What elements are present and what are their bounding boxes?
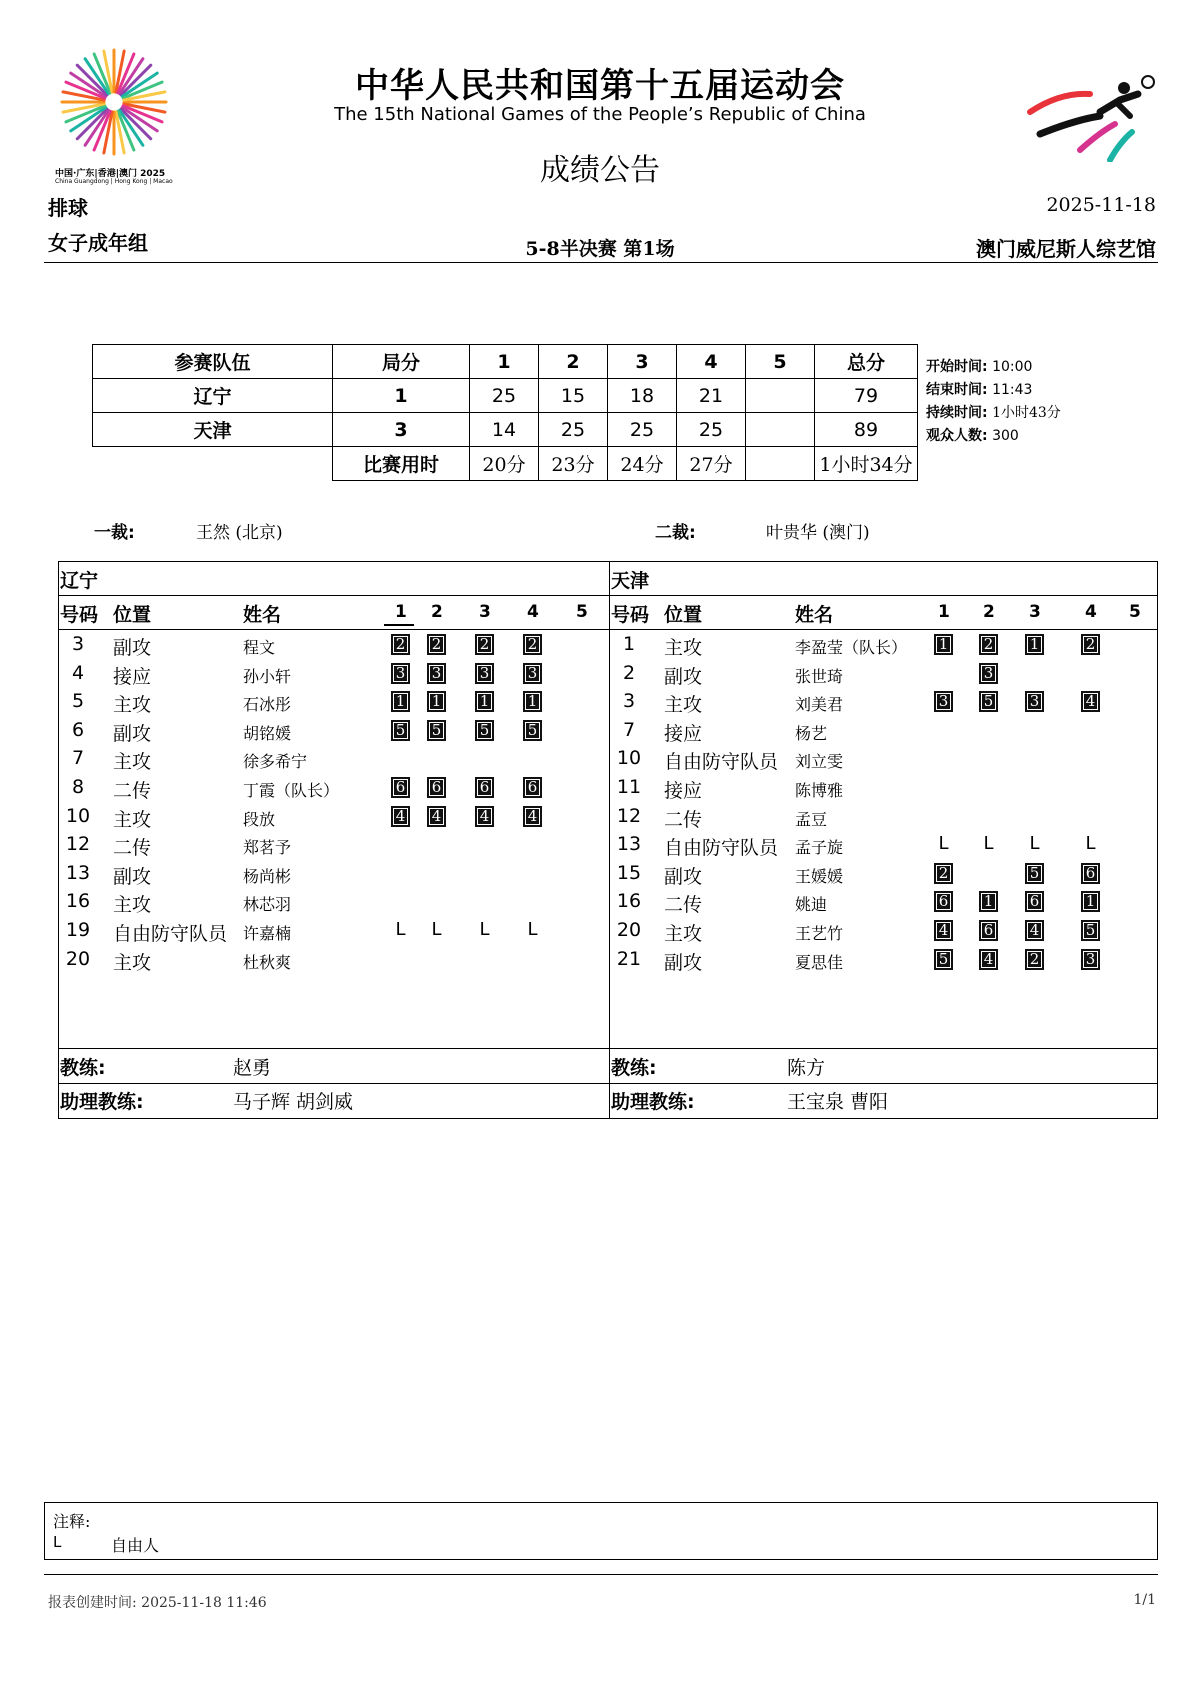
starting-position-box: 3 [391, 663, 410, 684]
starting-position-box: 5 [523, 720, 542, 741]
score-header-row [93, 345, 918, 379]
notes-value: 自由人 [111, 1536, 160, 1555]
start-time-label: 开始时间: [926, 359, 988, 375]
starting-position-box: 2 [427, 634, 446, 655]
starting-position-box: 6 [391, 777, 410, 798]
col-header-set: 1 [938, 602, 950, 622]
score-row [93, 413, 918, 447]
player-position: 二传 [664, 808, 703, 831]
team-roster-liaoning [58, 561, 609, 1119]
player-number: 8 [71, 776, 85, 798]
created-time: 报表创建时间: 2025-11-18 11:46 [48, 1595, 267, 1611]
starting-position-box: 2 [391, 634, 410, 655]
starting-position-box: 3 [979, 663, 998, 684]
starting-position-box: 6 [427, 777, 446, 798]
second-referee-label: 二裁: [655, 523, 696, 543]
duration-row [93, 447, 918, 481]
player-position: 副攻 [664, 665, 703, 688]
player-name: 杨尚彬 [243, 866, 292, 886]
set-score: 25 [677, 413, 746, 447]
notes-key: L [53, 1533, 62, 1551]
player-name: 刘立雯 [795, 752, 844, 772]
header-divider [44, 262, 1158, 263]
libero-marker: L [1029, 833, 1040, 855]
player-position: 主攻 [113, 808, 152, 831]
starting-position-box: 5 [979, 691, 998, 712]
player-number: 19 [65, 919, 91, 941]
starting-position-box: 4 [427, 806, 446, 827]
player-number: 10 [65, 804, 91, 827]
duration-label: 比赛用时 [333, 447, 470, 481]
end-time: 11:43 [992, 382, 1033, 398]
player-position: 接应 [664, 722, 703, 745]
starting-position-box: 1 [523, 691, 542, 712]
set-score: 14 [470, 413, 539, 447]
player-position: 主攻 [113, 751, 152, 774]
empty-cell [93, 447, 333, 481]
col-header-set: 3 [1029, 602, 1041, 622]
starting-position-box: 6 [934, 891, 953, 912]
starting-position-box: 2 [979, 634, 998, 655]
player-name: 王艺竹 [795, 924, 844, 943]
match-duration: 1小时43分 [992, 405, 1061, 421]
team-name: 辽宁 [93, 379, 333, 413]
starting-position-box: 2 [523, 634, 542, 655]
player-number: 11 [616, 776, 642, 798]
starting-position-box: 2 [1025, 949, 1044, 970]
libero-marker: L [431, 919, 442, 940]
set-score: 25 [608, 413, 677, 447]
player-number: 15 [616, 861, 642, 884]
set-score: 25 [539, 413, 608, 447]
doc-title: 成绩公告 [540, 153, 660, 188]
coach-label: 教练: [60, 1057, 106, 1079]
starting-position-box: 4 [523, 806, 542, 827]
set-score [746, 413, 815, 447]
first-referee: 王然 (北京) [196, 523, 283, 543]
player-name: 刘美君 [795, 695, 844, 715]
page-number: 1/1 [1133, 1592, 1156, 1608]
notes-title: 注释: [53, 1512, 91, 1531]
assistant-coaches: 马子辉 胡剑威 [233, 1091, 354, 1113]
libero-marker: L [527, 919, 538, 940]
starting-position-box: 3 [1025, 691, 1044, 712]
col-header-pos: 位置 [113, 604, 152, 626]
col-header-no: 号码 [60, 604, 99, 626]
player-number: 13 [616, 833, 642, 856]
starting-position-box: 1 [979, 891, 998, 912]
assistant-coach-label: 助理教练: [60, 1091, 144, 1113]
first-referee-label: 一裁: [94, 523, 135, 543]
player-number: 2 [622, 661, 636, 684]
player-number: 5 [71, 690, 85, 713]
player-number: 20 [65, 947, 91, 970]
volleyball-pictogram [1020, 72, 1158, 162]
starting-position-box: 5 [1025, 863, 1044, 884]
score-table [92, 344, 918, 481]
match-info [926, 356, 1061, 448]
player-name: 夏思佳 [795, 952, 844, 972]
libero-marker: L [395, 919, 406, 940]
sets-won: 1 [333, 379, 470, 413]
player-position: 副攻 [113, 637, 152, 659]
player-position: 主攻 [664, 694, 703, 717]
player-position: 自由防守队员 [113, 923, 228, 945]
col-header-name: 姓名 [243, 604, 282, 626]
col-header-set: 4 [1085, 602, 1097, 622]
player-position: 接应 [113, 665, 152, 688]
header-set-1: 1 [470, 345, 539, 379]
category: 女子成年组 [48, 231, 148, 255]
player-position: 副攻 [664, 865, 703, 888]
starting-position-box: 1 [934, 634, 953, 655]
player-name: 林芯羽 [243, 895, 292, 915]
player-name: 许嘉楠 [243, 924, 292, 943]
start-time: 10:00 [992, 359, 1033, 375]
player-position: 主攻 [113, 951, 152, 974]
set-duration [746, 447, 815, 481]
player-number: 7 [622, 718, 636, 741]
player-position: 主攻 [664, 637, 703, 659]
player-name: 胡铭媛 [243, 723, 292, 743]
set-duration: 27分 [677, 447, 746, 481]
player-name: 徐多希宁 [243, 752, 308, 772]
header-set-4: 4 [677, 345, 746, 379]
player-name: 王媛媛 [795, 866, 844, 886]
header-total: 总分 [815, 345, 918, 379]
col-header-set: 5 [576, 602, 588, 622]
col-header-set: 3 [479, 602, 491, 622]
player-position: 接应 [664, 780, 703, 802]
starting-position-box: 5 [427, 720, 446, 741]
libero-marker: L [479, 919, 490, 940]
footer-divider [44, 1574, 1158, 1575]
end-time-label: 结束时间: [926, 382, 988, 398]
player-number: 13 [65, 861, 91, 884]
starting-position-box: 6 [979, 920, 998, 941]
libero-marker: L [983, 833, 994, 855]
player-name: 丁霞（队长） [243, 781, 340, 800]
player-name: 张世琦 [795, 666, 844, 686]
player-number: 3 [71, 633, 85, 655]
player-position: 二传 [664, 894, 703, 917]
libero-marker: L [1085, 833, 1096, 855]
spectators-label: 观众人数: [926, 428, 988, 444]
player-name: 郑茗予 [243, 838, 292, 858]
starting-position-box: 3 [523, 663, 542, 684]
player-number: 12 [616, 804, 642, 827]
col-header-set: 2 [983, 602, 995, 622]
starting-position-box: 2 [934, 863, 953, 884]
starting-position-box: 5 [934, 949, 953, 970]
starting-position-box: 6 [523, 777, 542, 798]
venue: 澳门威尼斯人综艺馆 [976, 237, 1156, 261]
logo-caption-en: China Guangdong | Hong Kong | Macao [55, 178, 173, 185]
player-number: 3 [622, 690, 636, 713]
col-header-no: 号码 [611, 604, 650, 626]
player-name: 孟豆 [795, 809, 828, 829]
team-name: 天津 [611, 570, 650, 592]
starting-position-box: 1 [1081, 891, 1100, 912]
header-set-5: 5 [746, 345, 815, 379]
starting-position-box: 4 [979, 949, 998, 970]
player-number: 6 [71, 718, 85, 741]
coach-name: 陈方 [787, 1057, 826, 1079]
player-name: 杨艺 [795, 723, 828, 743]
starting-position-box: 3 [427, 663, 446, 684]
starting-position-box: 4 [1025, 920, 1044, 941]
header-set-2: 2 [539, 345, 608, 379]
set-duration: 23分 [539, 447, 608, 481]
starting-position-box: 2 [1081, 634, 1100, 655]
header-team: 参赛队伍 [93, 345, 333, 379]
player-number: 12 [65, 833, 91, 856]
starting-position-box: 6 [1081, 863, 1100, 884]
starting-position-box: 4 [475, 806, 494, 827]
team-roster-tianjin [609, 561, 1158, 1119]
player-number: 10 [616, 747, 642, 770]
set-score: 21 [677, 379, 746, 413]
starting-position-box: 1 [1025, 634, 1044, 655]
starting-position-box: 5 [475, 720, 494, 741]
games-title-cn: 中华人民共和国第十五届运动会 [355, 66, 845, 106]
set-score: 25 [470, 379, 539, 413]
match-phase: 5-8半决赛 第1场 [525, 238, 675, 260]
assistant-coaches: 王宝泉 曹阳 [787, 1091, 889, 1113]
starting-position-box: 3 [1081, 949, 1100, 970]
second-referee: 叶贵华 (澳门) [766, 523, 870, 543]
player-name: 李盈莹（队长） [795, 638, 908, 657]
player-number: 16 [65, 890, 91, 913]
player-number: 4 [71, 661, 85, 684]
player-name: 孟子旋 [795, 838, 844, 858]
starting-position-box: 5 [391, 720, 410, 741]
team-name: 辽宁 [60, 570, 99, 592]
player-position: 主攻 [113, 894, 152, 917]
starting-position-box: 1 [427, 691, 446, 712]
logo-caption: 中国·广东|香港|澳门 2025 [55, 169, 166, 179]
sport-name: 排球 [48, 196, 88, 220]
player-number: 20 [616, 919, 642, 941]
duration-label: 持续时间: [926, 405, 988, 421]
starting-position-box: 1 [391, 691, 410, 712]
col-header-pos: 位置 [664, 604, 703, 626]
starting-position-box: 3 [934, 691, 953, 712]
games-title-en: The 15th National Games of the People’s Republic of China [334, 104, 866, 125]
player-name: 程文 [243, 638, 276, 657]
player-position: 二传 [113, 780, 152, 802]
starting-position-box: 4 [1081, 691, 1100, 712]
match-date: 2025-11-18 [1046, 194, 1156, 216]
starting-position-box: 2 [475, 634, 494, 655]
notes-box [44, 1502, 1158, 1560]
player-name: 姚迪 [795, 895, 828, 915]
total-duration: 1小时34分 [815, 447, 918, 481]
header-set-3: 3 [608, 345, 677, 379]
player-position: 主攻 [664, 923, 703, 945]
starting-position-box: 5 [1081, 920, 1100, 941]
player-position: 自由防守队员 [664, 751, 779, 774]
player-position: 自由防守队员 [664, 837, 779, 860]
player-position: 副攻 [113, 722, 152, 745]
col-header-set: 2 [431, 602, 443, 622]
coach-label: 教练: [611, 1057, 657, 1079]
score-row [93, 379, 918, 413]
assistant-coach-label: 助理教练: [611, 1091, 695, 1113]
set-header-underline [384, 624, 414, 626]
set-score [746, 379, 815, 413]
starting-position-box: 4 [934, 920, 953, 941]
player-position: 二传 [113, 837, 152, 860]
player-position: 主攻 [113, 694, 152, 717]
coach-name: 赵勇 [233, 1057, 272, 1079]
starting-position-box: 6 [475, 777, 494, 798]
player-name: 陈博雅 [795, 781, 844, 800]
starting-position-box: 3 [475, 663, 494, 684]
set-duration: 24分 [608, 447, 677, 481]
player-name: 段放 [243, 809, 276, 829]
player-number: 7 [71, 747, 85, 770]
starting-position-box: 4 [391, 806, 410, 827]
player-position: 副攻 [113, 865, 152, 888]
col-header-name: 姓名 [795, 604, 834, 626]
set-duration: 20分 [470, 447, 539, 481]
player-number: 16 [616, 890, 642, 913]
starting-position-box: 1 [475, 691, 494, 712]
total-score: 79 [815, 379, 918, 413]
total-score: 89 [815, 413, 918, 447]
player-number: 21 [616, 947, 642, 970]
sets-won: 3 [333, 413, 470, 447]
col-header-set: 5 [1129, 602, 1141, 622]
player-name: 杜秋爽 [243, 952, 292, 972]
col-header-set: 1 [395, 602, 407, 622]
player-name: 石冰彤 [243, 695, 292, 715]
player-position: 副攻 [664, 951, 703, 974]
player-number: 1 [622, 633, 636, 655]
team-name: 天津 [93, 413, 333, 447]
col-header-set: 4 [527, 602, 539, 622]
header-sets: 局分 [333, 345, 470, 379]
player-name: 孙小轩 [243, 666, 292, 686]
spectators: 300 [992, 428, 1019, 444]
set-score: 15 [539, 379, 608, 413]
starting-position-box: 6 [1025, 891, 1044, 912]
libero-marker: L [938, 833, 949, 855]
set-score: 18 [608, 379, 677, 413]
